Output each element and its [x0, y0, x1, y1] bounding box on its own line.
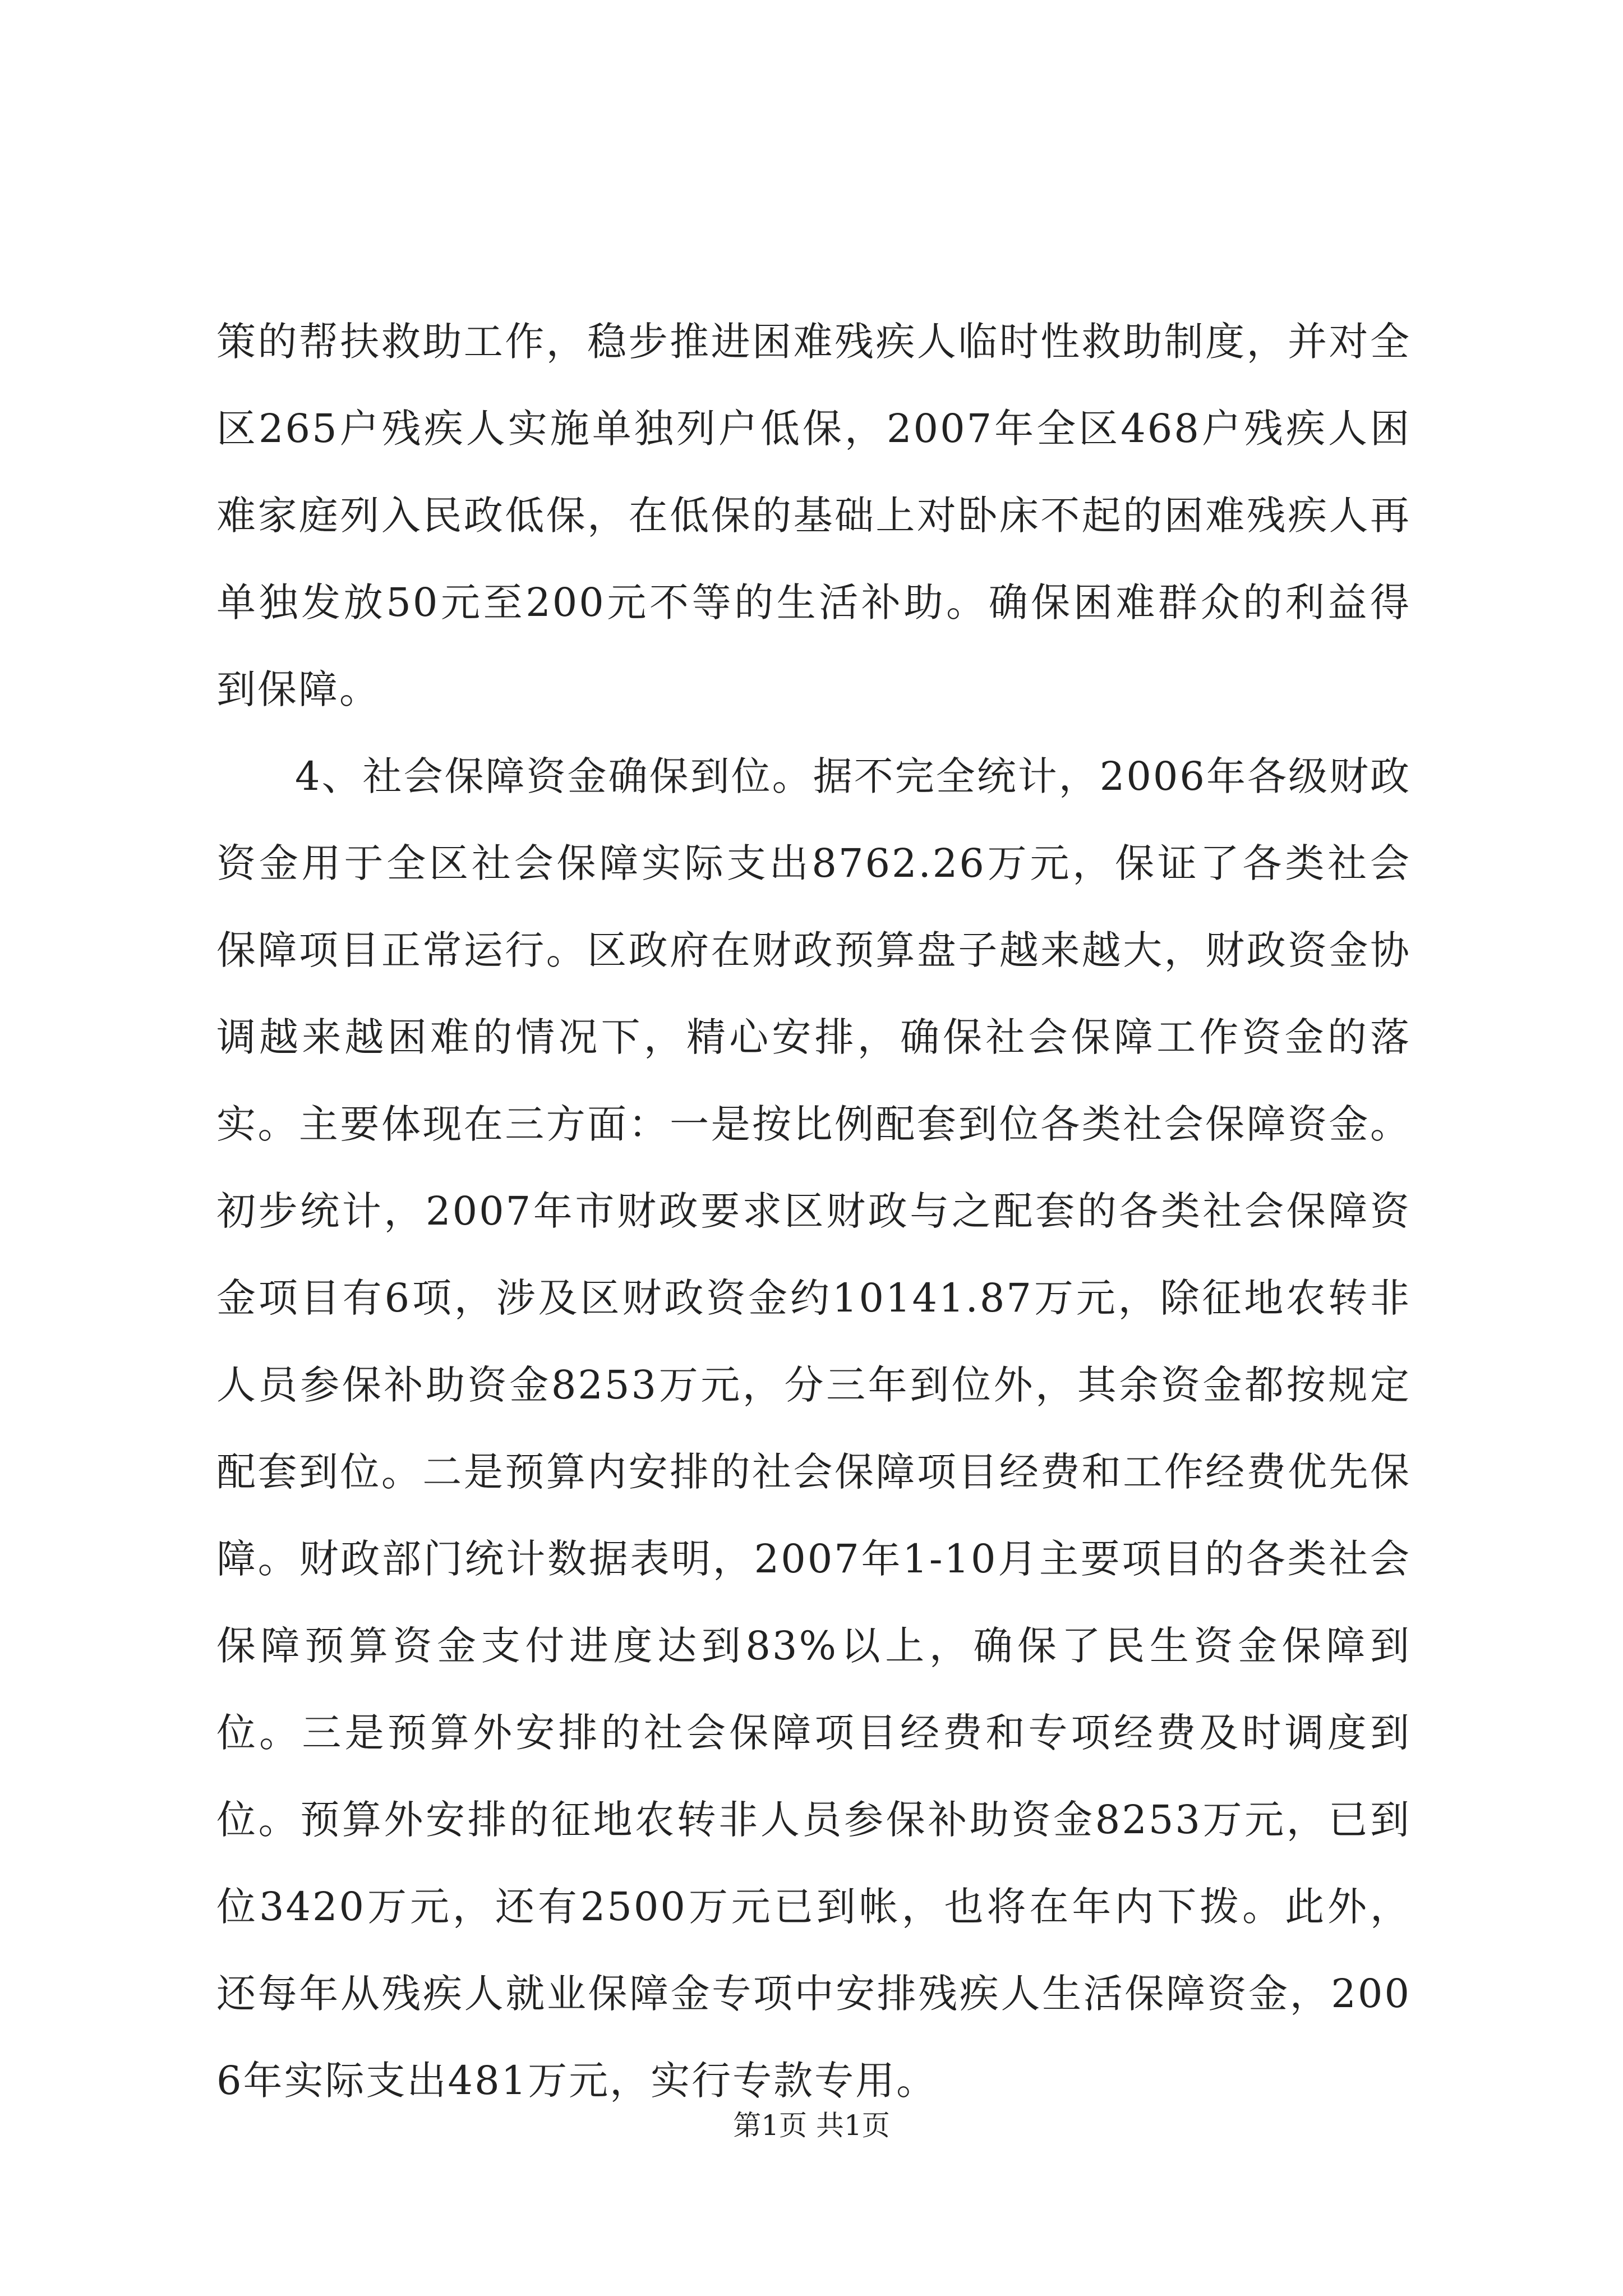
page-footer: 第1页 共1页	[733, 2109, 890, 2142]
paragraph-social-security-funds: 4、社会保障资金确保到位。据不完全统计，2006年各级财政资金用于全区社会保障实际支出8762.26万元，保证了各类社会保障项目正常运行。区政府在财政预算盘子越来越大，财政资金协调越来越困难的情况下，精心安排，确保社会保障工作资金的落实。主要体现在三方面：一是按比例配套到位各类社会保障资金。初步统计，2007年市财政要求区财政与之配套的各类社会保障资金项目有6项，涉及区财政资金约10141.87万元，除征地农转非人员参保补助资金8253万元，分三年到位外，其余资金都按规定配套到位。二是预算内安排的社会保障项目经费和工作经费优先保障。财政部门统计数据表明，2007年1-10月主要项目的各类社会保障预算资金支付进度达到83%以上，确保了民生资金保障到位。三是预算外安排的社会保障项目经费和专项经费及时调度到位。预算外安排的征地农转非人员参保补助资金8253万元，已到位3420万元，还有2500万元已到帐，也将在年内下拨。此外，还每年从残疾人就业保障金专项中安排残疾人生活保障资金，2006年实际支出481万元，实行专款专用。	[216, 753, 1411, 2104]
paragraph-continued: 策的帮扶救助工作，稳步推进困难残疾人临时性救助制度，并对全区265户残疾人实施单独列户低保，2007年全区468户残疾人困难家庭列入民政低保，在低保的基础上对卧床不起的困难残疾人再单独发放50元至200元不等的生活补助。确保困难群众的利益得到保障。	[216, 319, 1411, 712]
document-body	[216, 298, 1411, 2124]
